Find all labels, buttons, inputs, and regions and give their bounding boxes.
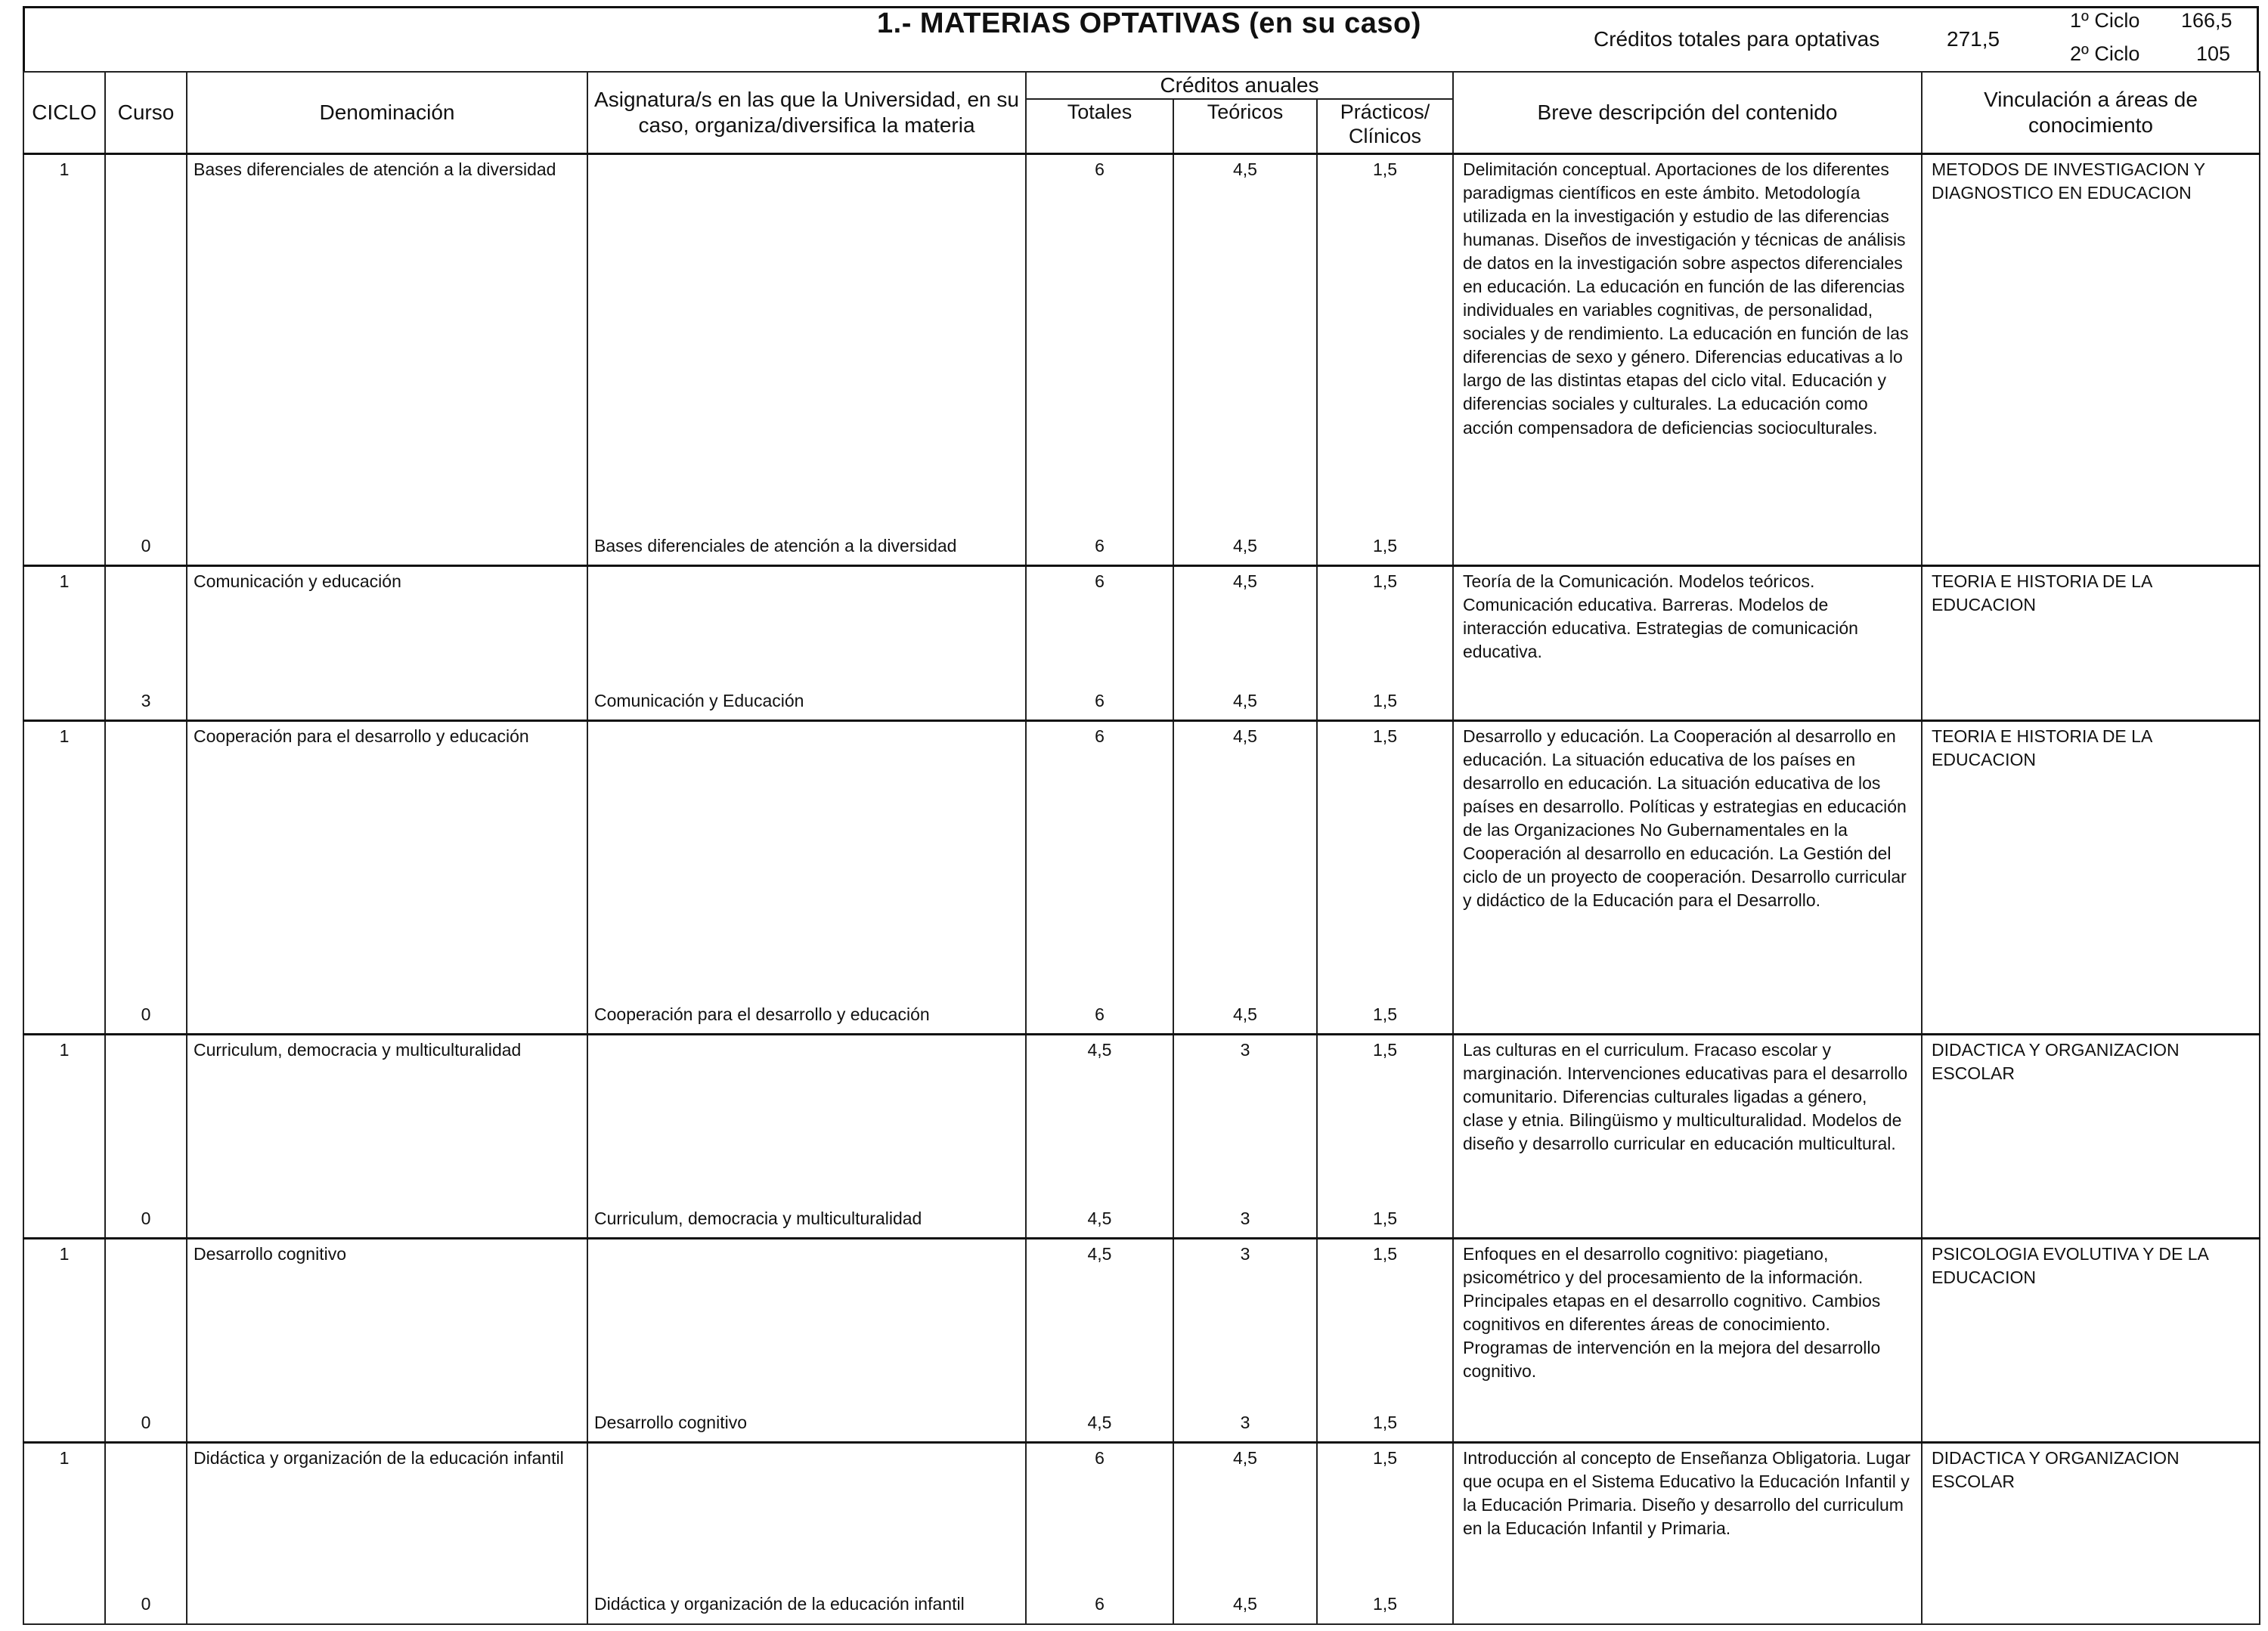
col-ciclo: CICLO [23,72,105,154]
teoricos-cell [1173,154,1317,566]
teoricos-cell-subject: 4,5 [1233,159,1257,179]
denominacion-cell [187,721,587,1035]
table-row [23,1035,2260,1239]
totales-cell-subject: 6 [1095,1448,1105,1468]
practicos-cell-course: 1,5 [1373,535,1397,556]
table-row [23,721,2260,1035]
curso-cell-course: 0 [141,535,151,556]
totales-cell [1026,566,1173,721]
ciclo-cell-subject: 1 [59,571,70,591]
practicos-cell-course: 1,5 [1373,1412,1397,1432]
teoricos-cell-course: 4,5 [1233,535,1257,556]
ciclo-cell-subject: 1 [59,1448,70,1468]
denominacion-cell [187,1443,587,1624]
totales-cell-subject: 6 [1095,571,1105,591]
practicos-cell [1317,1443,1453,1624]
denominacion-cell [187,566,587,721]
asignatura-cell-course: Cooperación para el desarrollo y educación [594,1004,930,1024]
totales-cell-subject: 6 [1095,726,1105,746]
asignatura-cell-course: Desarrollo cognitivo [594,1412,747,1432]
practicos-cell-course: 1,5 [1373,1593,1397,1614]
teoricos-cell-subject: 4,5 [1233,571,1257,591]
total-credits-label: Créditos totales para optativas [1594,27,1880,51]
practicos-cell [1317,566,1453,721]
description-text: Teoría de la Comunicación. Modelos teóricos. Comunicación educativa. Barreras. Modelos de interacción educativa. Estrategias de comunicación educativa. [1463,571,1858,662]
curso-cell-course: 0 [141,1593,151,1614]
curso-cell [105,1239,187,1443]
curso-cell-course: 0 [141,1208,151,1228]
ciclo-cell [23,566,105,721]
practicos-cell-subject: 1,5 [1373,1040,1397,1060]
curso-cell [105,1443,187,1624]
totales-cell-course: 6 [1095,1004,1105,1024]
ciclo-cell [23,1239,105,1443]
teoricos-cell-course: 3 [1240,1412,1250,1432]
vinculacion-cell [1922,721,2260,1035]
practicos-cell-subject: 1,5 [1373,159,1397,179]
practicos-cell-course: 1,5 [1373,1208,1397,1228]
totales-cell [1026,721,1173,1035]
teoricos-cell-course: 4,5 [1233,690,1257,710]
curso-cell-course: 3 [141,690,151,710]
table-row [23,154,2260,566]
totales-cell-course: 6 [1095,1593,1105,1614]
description-text: Enfoques en el desarrollo cognitivo: piagetiano, psicométrico y del procesamiento de la información. Principales etapas en el desarrollo cognitivo. Cambios cognitivos en diferentes áreas de conocimiento. Programas de intervención en la mejora del desarrollo cognitivo. [1463,1244,1881,1382]
description-text: Desarrollo y educación. La Cooperación al desarrollo en educación. La situación educativa de los países en desarrollo en educación. La situación educativa de los países en desarrollo. Políticas y estrategias en educación de las Organizaciones No Gubernamentales en la Cooperación al desarrollo en educación. La Gestión del ciclo de un proyecto de cooperación. Desarrollo curricular y didáctico de la Educación para el Desarrollo. [1463,726,1907,911]
teoricos-cell-subject: 4,5 [1233,1448,1257,1468]
table-row [23,566,2260,721]
practicos-cell [1317,721,1453,1035]
totales-cell [1026,154,1173,566]
practicos-cell-subject: 1,5 [1373,571,1397,591]
denominacion-cell-subject: Curriculum, democracia y multiculturalidad [194,1040,522,1060]
knowledge-area-text: PSICOLOGIA EVOLUTIVA Y DE LA EDUCACION [1932,1244,2208,1288]
subjects-table [23,71,2260,1625]
col-asignatura: Asignatura/s en las que la Universidad, en su caso, organiza/diversifica la materia [587,72,1026,154]
denominacion-cell-subject: Comunicación y educación [194,571,401,591]
practicos-cell [1317,154,1453,566]
totales-cell [1026,1443,1173,1624]
asignatura-cell [587,1035,1026,1239]
totales-cell-course: 4,5 [1087,1412,1112,1432]
knowledge-area-text: DIDACTICA Y ORGANIZACION ESCOLAR [1932,1040,2180,1084]
totales-cell-course: 4,5 [1087,1208,1112,1228]
teoricos-cell [1173,721,1317,1035]
totales-cell [1026,1035,1173,1239]
teoricos-cell-course: 4,5 [1233,1004,1257,1024]
ciclo-cell [23,721,105,1035]
ciclo-cell [23,154,105,566]
denominacion-cell-subject: Bases diferenciales de atención a la diversidad [194,159,556,179]
table-row [23,1239,2260,1443]
denominacion-cell-subject: Didáctica y organización de la educación infantil [194,1448,564,1468]
cycle1-label: 1º Ciclo [2070,9,2140,32]
practicos-cell [1317,1239,1453,1443]
vinculacion-cell [1922,1443,2260,1624]
descripcion-cell [1453,1035,1922,1239]
descripcion-cell [1453,1239,1922,1443]
asignatura-cell [587,1239,1026,1443]
denominacion-cell [187,154,587,566]
curso-cell [105,566,187,721]
asignatura-cell [587,721,1026,1035]
teoricos-cell [1173,1443,1317,1624]
curso-cell-course: 0 [141,1412,151,1432]
col-totales: Totales [1026,99,1173,154]
asignatura-cell-course: Curriculum, democracia y multiculturalidad [594,1208,922,1228]
totales-cell [1026,1239,1173,1443]
teoricos-cell-subject: 4,5 [1233,726,1257,746]
asignatura-cell-course: Comunicación y Educación [594,690,804,710]
practicos-cell-subject: 1,5 [1373,1448,1397,1468]
teoricos-cell-subject: 3 [1240,1244,1250,1264]
asignatura-cell [587,154,1026,566]
teoricos-cell-course: 4,5 [1233,1593,1257,1614]
cycle1-value: 166,5 [2181,9,2232,32]
teoricos-cell [1173,1239,1317,1443]
practicos-cell-subject: 1,5 [1373,1244,1397,1264]
curso-cell-course: 0 [141,1004,151,1024]
totales-cell-subject: 4,5 [1087,1040,1112,1060]
description-text: Las culturas en el curriculum. Fracaso escolar y marginación. Intervenciones educativas para el desarrollo comunitario. Diferencias culturales ligadas a género, clase y etnia. Bilingüismo y multiculturalidad. Modelos de diseño y desarrollo curricular en educación multicultural. [1463,1040,1908,1154]
curso-cell [105,154,187,566]
cycle2-value: 105 [2196,42,2231,65]
total-credits-value: 271,5 [1947,27,2000,51]
asignatura-cell [587,566,1026,721]
asignatura-cell [587,1443,1026,1624]
practicos-cell [1317,1035,1453,1239]
col-creditos-anuales: Créditos anuales [1026,72,1453,99]
denominacion-cell [187,1239,587,1443]
practicos-cell-course: 1,5 [1373,1004,1397,1024]
ciclo-cell [23,1035,105,1239]
vinculacion-cell [1922,566,2260,721]
vinculacion-cell [1922,154,2260,566]
totales-cell-course: 6 [1095,535,1105,556]
teoricos-cell [1173,1035,1317,1239]
teoricos-cell-subject: 3 [1240,1040,1250,1060]
totales-cell-subject: 6 [1095,159,1105,179]
curso-cell [105,1035,187,1239]
knowledge-area-text: TEORIA E HISTORIA DE LA EDUCACION [1932,571,2152,615]
col-vinculacion: Vinculación a áreas de conocimiento [1922,72,2260,154]
knowledge-area-text: TEORIA E HISTORIA DE LA EDUCACION [1932,726,2152,770]
teoricos-cell [1173,566,1317,721]
denominacion-cell-subject: Desarrollo cognitivo [194,1244,346,1264]
descripcion-cell [1453,721,1922,1035]
practicos-cell-subject: 1,5 [1373,726,1397,746]
col-practicos: Prácticos/ Clínicos [1317,99,1453,154]
knowledge-area-text: DIDACTICA Y ORGANIZACION ESCOLAR [1932,1448,2180,1492]
asignatura-cell-course: Didáctica y organización de la educación infantil [594,1593,965,1614]
page-title: 1.- MATERIAS OPTATIVAS (en su caso) [877,8,1421,39]
cycle2-label: 2º Ciclo [2070,42,2140,65]
asignatura-cell-course: Bases diferenciales de atención a la diversidad [594,535,957,556]
ciclo-cell-subject: 1 [59,726,70,746]
table-row [23,1443,2260,1624]
col-descripcion: Breve descripción del contenido [1453,72,1922,154]
ciclo-cell [23,1443,105,1624]
curso-cell [105,721,187,1035]
col-curso: Curso [105,72,187,154]
vinculacion-cell [1922,1035,2260,1239]
vinculacion-cell [1922,1239,2260,1443]
ciclo-cell-subject: 1 [59,1040,70,1060]
descripcion-cell [1453,1443,1922,1624]
col-denominacion: Denominación [187,72,587,154]
descripcion-cell [1453,154,1922,566]
col-teoricos: Teóricos [1173,99,1317,154]
ciclo-cell-subject: 1 [59,1244,70,1264]
denominacion-cell-subject: Cooperación para el desarrollo y educación [194,726,529,746]
teoricos-cell-course: 3 [1240,1208,1250,1228]
totales-cell-subject: 4,5 [1087,1244,1112,1264]
practicos-cell-course: 1,5 [1373,690,1397,710]
knowledge-area-text: METODOS DE INVESTIGACION Y DIAGNOSTICO EN EDUCACION [1932,159,2205,203]
descripcion-cell [1453,566,1922,721]
description-text: Delimitación conceptual. Aportaciones de los diferentes paradigmas científicos en este ámbito. Metodología utilizada en la investigación y estudio de las diferencias humanas. Diseños de investigación y técnicas de análisis de datos en la investigación sobre aspectos diferenciales en educación. La educación en función de las diferencias individuales en variables cognitivas, de personalidad, sociales y de rendimiento. La educación en función de las diferencias de sexo y género. Diferencias educativas a lo largo de las distintas etapas del ciclo vital. Educación y diferencias sociales y culturales. La educación como acción compensadora de deficiencias socioculturales. [1463,159,1909,438]
denominacion-cell [187,1035,587,1239]
totales-cell-course: 6 [1095,690,1105,710]
ciclo-cell-subject: 1 [59,159,70,179]
description-text: Introducción al concepto de Enseñanza Obligatoria. Lugar que ocupa en el Sistema Educativo la Educación Infantil y la Educación Primaria. Diseño y desarrollo del curriculum en la Educación Infantil y Primaria. [1463,1448,1911,1539]
